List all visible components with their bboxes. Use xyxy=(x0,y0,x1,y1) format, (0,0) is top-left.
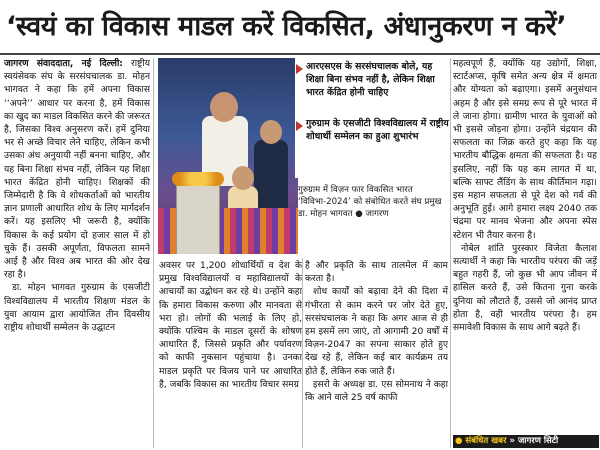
related-news-bar xyxy=(453,435,599,448)
attendee-head xyxy=(232,166,254,190)
paragraph: डा. मोहन भागवत गुरुग्राम के एसजीटी विश्वविद्यालय में भारतीय शिक्षण मंडल के युवा आयाम द्वारा आयोजित तीन दिवसीय राष्ट्रीय शोधार्थी सम्मेलन के उद्घाटन xyxy=(4,283,150,334)
highlight-1: आरएसएस के सरसंघचालक बोले, यह शिक्षा बिना संभव नहीं है, लेकिन शिक्षा भारत केंद्रित होनी चाहिए xyxy=(306,61,435,98)
column-divider xyxy=(153,58,154,448)
paragraph: है और प्रकृति के साथ तालमेल में काम करता है। xyxy=(305,261,448,285)
headline: ‘स्वयं का विकास माडल करें विकसित, अंधानुकरण न करें’ xyxy=(6,11,567,42)
event-photo xyxy=(158,58,298,254)
paragraph: महत्वपूर्ण हैं, क्योंकि यह उद्योगों, शिक्षा, स्टार्टअप्स, कृषि समेत अन्य क्षेत्र में क्षमता और योग्यता को बढ़ाएगा। इसमें अनुसंधान अहम है और इसे समग्र रूप से पूरे भारत में ले जाना होगा। ग्रामीण भारत के युवाओं को भी इससे जोड़ना होगा। उन्होंने चंद्रयान की सफलता का जिक्र करते हुए कहा कि यह भारतीय बौद्धिक क्षमता की सफलता है। यह इसलिए, नहीं कि यह कम लागत में था, बल्कि साफ्ट लैंडिंग के साथ कीर्तिमान गढ़ा। इस महान सफलता से पूरे देश को गर्व की अनुभूति हुई। आगे हमारा लक्ष्य 2040 तक चंद्रमा पर मानव भेजना और अपना स्पेस स्टेशन भी तैयार करना है। xyxy=(453,59,597,241)
attendee-head xyxy=(260,120,282,144)
speaker-head xyxy=(210,92,238,122)
article-column-3 xyxy=(305,260,448,450)
article-column-4 xyxy=(453,58,597,450)
photo-caption: गुरुग्राम में विज़न फार विकसित भारत ‘विविभा-2024’ को संबोधित करते संघ प्रमुख डा. मोहन भागवत ● जागरण xyxy=(298,185,442,219)
arrow-icon: » xyxy=(509,436,515,446)
article-column-2 xyxy=(159,260,302,450)
related-news-ref: जागरण सिटी xyxy=(517,436,559,446)
paragraph: शोध कार्यों को बढ़ावा देने की दिशा में गंभीरता से काम करने पर जोर देते हुए, सरसंघचालक ने कहा कि अगर आज से ही हम इसमें लग जाएं, तो आगामी 20 वर्षों में विज़न-2047 का सपना साकार होते हुए देख रहे हैं, लेकिन कई बार कार्यक्रम तय होते हैं, लेकिन रुक जाते हैं। xyxy=(305,287,448,377)
paragraph: नोबेल शांति पुरस्कार विजेता कैलाश सत्यार्थी ने कहा कि भारतीय परंपरा की जड़ें बहुत गहरी हैं, जो कुछ भी आप जीवन में हासिल करते हैं, उसे कितना गुना करके दुनिया को लौटाते हैं, उससे जो आनंद प्राप्त होता है, वही भारतीय परंपरा है। हम समावेशी विकास के साथ आगे बढ़ते हैं। xyxy=(453,243,597,334)
flower-decoration xyxy=(172,172,224,186)
column-divider xyxy=(302,258,303,448)
column-divider xyxy=(450,58,451,448)
paragraph-text: राष्ट्रीय स्वयंसेवक संघ के सरसंघचालक डा. मोहन भागवत ने कहा कि हमें अपना विकास ‘‘अपने’’ आधार पर करना है, हमें विकास का खुद का माडल विकसित करने की जरूरत है, जिसका विश्व अनुसरण करें। हमें दुनिया भर से अच्छे विचार लेने चाहिए, लेकिन कभी उसका अंध अनुयायी नहीं बनना चाहिए, और यह बिना शिक्षा संभव नहीं, लेकिन यह शिक्षा भारत केंद्रित होनी चाहिए। शिक्षकों की जिम्मेदारी है कि वे शोधकर्ताओं को भारतीय ज्ञान प्रणाली आधारित शोध के लिए मार्गदर्शन करें। यह इसलिए भी जरूरी है, क्योंकि विकास के कई प्रयोग दो हजार साल में हो चुके हैं। उसकी अपूर्णता, विफलता सामने आई है और विश्व अब भारत की ओर देख रहा है। xyxy=(4,59,150,281)
highlight-2: गुरुग्राम के एसजीटी विश्वविद्यालय में राष्ट्रीय शोधार्थी सम्मेलन का हुआ शुभारंभ xyxy=(306,118,449,142)
paragraph xyxy=(4,58,150,282)
related-news-label: ● संबंधित खबर xyxy=(455,436,507,446)
podium xyxy=(176,178,220,254)
dateline: जागरण संवाददाता, नई दिल्ली: xyxy=(4,59,123,69)
paragraph: इसरो के अध्यक्ष डा. एस सोमनाथ ने कहा कि आने वाले 25 वर्ष काफी xyxy=(305,379,448,404)
headline-rule xyxy=(0,53,600,55)
triangle-bullet-icon xyxy=(296,64,303,74)
paragraph: अवसर पर 1,200 शोधार्थियों व देश के प्रमुख विश्वविद्यालयों व महाविद्यालयों के आचार्यों का उद्बोधन कर रहे थे। उन्होंने कहा कि हमारा विकास करुणा और मानवता से भरा हो। लोगों की भलाई के लिए हो, क्योंकि पश्चिम के माडल दूसरों के शोषण आधारित हैं, जिससे प्रकृति और पर्यावरण को काफी नुकसान पहुंचाया है। उनका माडल प्रकृति पर विजय पाने पर आधारित है, जबकि विकास का भारतीय विचार समग्र xyxy=(159,261,302,390)
article-column-1 xyxy=(4,58,150,450)
triangle-bullet-icon xyxy=(296,121,303,131)
